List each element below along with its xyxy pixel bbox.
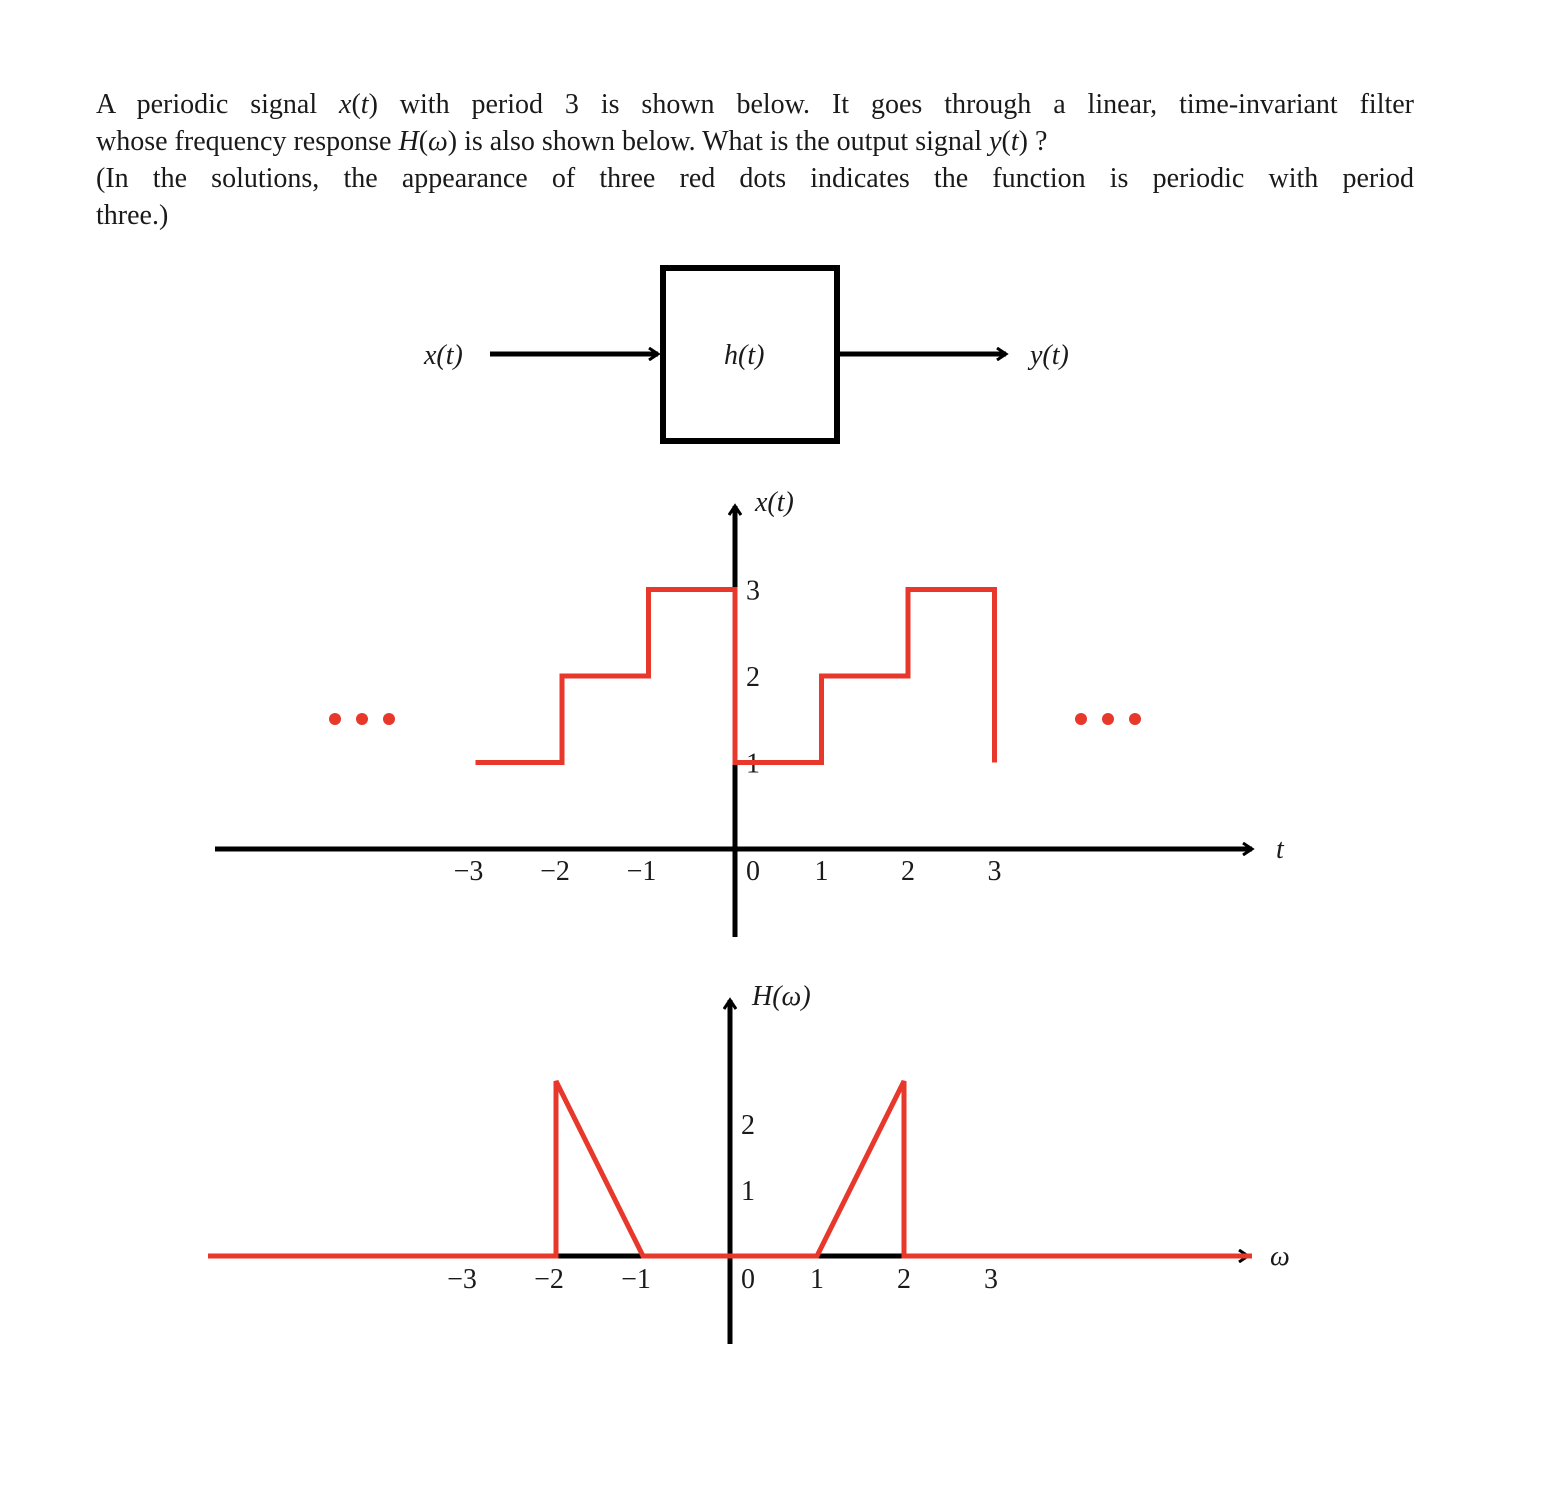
x-signal-chart	[215, 487, 1285, 937]
x-axis-label: ω	[1270, 1241, 1290, 1272]
continuation-dot-left	[383, 713, 395, 725]
problem-line-2: whose frequency response H(ω) is also shown below. What is the output signal y(t) ?	[96, 126, 1048, 157]
x-tick-label: −2	[534, 1264, 564, 1295]
series-line	[476, 590, 995, 763]
y-axis-label: x(t)	[755, 487, 794, 518]
x-tick-label: 3	[987, 856, 1002, 887]
problem-line-1: A periodic signal x(t) with period 3 is shown below. It goes through a linear, time-invariant filter	[96, 89, 1415, 120]
system-label: h(t)	[724, 340, 765, 371]
y-tick-label: 3	[746, 575, 760, 607]
problem-line-4: three.)	[96, 200, 169, 231]
x-axis-label: t	[1276, 834, 1284, 865]
y-tick-label: 2	[741, 1110, 755, 1141]
continuation-dot-right	[1102, 713, 1114, 725]
x-tick-label: 1	[810, 1264, 824, 1295]
y-tick-label: 1	[746, 748, 760, 780]
frequency-response-chart	[208, 981, 1290, 1344]
x-tick-label: −1	[626, 856, 657, 887]
x-tick-label: −3	[453, 856, 484, 887]
continuation-dot-left	[329, 713, 341, 725]
x-tick-label: 2	[901, 856, 915, 887]
input-signal-label: x(t)	[424, 340, 463, 371]
x-tick-label: −3	[447, 1264, 477, 1295]
x-tick-label: 3	[984, 1264, 998, 1295]
y-tick-label: 2	[746, 662, 760, 693]
x-tick-label: −2	[540, 856, 570, 887]
y-tick-label: 1	[741, 1176, 755, 1207]
y-axis-label: H(ω)	[752, 981, 811, 1012]
block-diagram	[423, 268, 1069, 441]
x-tick-label: 0	[741, 1264, 755, 1295]
x-tick-label: 1	[814, 856, 829, 887]
continuation-dot-right	[1129, 713, 1141, 725]
problem-line-3: (In the solutions, the appearance of three red dots indicates the function is periodic with period	[96, 163, 1414, 194]
output-signal-label: y(t)	[1030, 340, 1069, 371]
continuation-dot-left	[356, 713, 368, 725]
x-tick-label: 0	[746, 856, 760, 887]
x-tick-label: 2	[897, 1264, 911, 1295]
x-tick-label: −1	[621, 1264, 651, 1295]
continuation-dot-right	[1075, 713, 1087, 725]
